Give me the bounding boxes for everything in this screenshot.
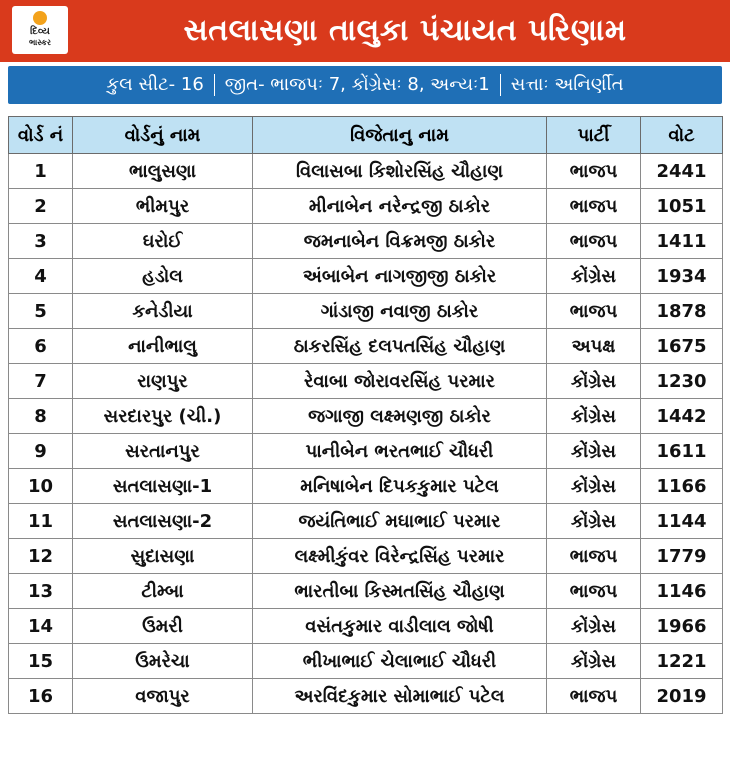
party-cell: ભાજપ <box>547 224 641 259</box>
ward-name-cell: વજાપુર <box>73 679 253 714</box>
table-row <box>9 539 723 574</box>
party-cell: કોંગ્રેસ <box>547 364 641 399</box>
brand-logo <box>12 6 68 54</box>
ward-no-cell: 13 <box>9 574 73 609</box>
ward-no-cell: 15 <box>9 644 73 679</box>
ward-no-cell: 7 <box>9 364 73 399</box>
summary-seats: કુલ સીટ- 16 <box>106 74 204 95</box>
winner-name-cell: રેવાબા જોરાવરસિંહ પરમાર <box>253 364 547 399</box>
table-row <box>9 294 723 329</box>
party-cell: કોંગ્રેસ <box>547 644 641 679</box>
votes-cell: 1146 <box>641 574 723 609</box>
table-row <box>9 224 723 259</box>
ward-no-cell: 16 <box>9 679 73 714</box>
summary-power: સત્તાઃ અનિર્ણીત <box>510 74 624 95</box>
table-row <box>9 259 723 294</box>
ward-name-cell: ઘરોઈ <box>73 224 253 259</box>
ward-no-cell: 3 <box>9 224 73 259</box>
ward-name-cell: સરતાનપુર <box>73 434 253 469</box>
ward-no-cell: 11 <box>9 504 73 539</box>
logo-text-bottom: ભાસ્કર <box>28 38 52 47</box>
header-winner-name: વિજેતાનુ નામ <box>253 117 547 154</box>
votes-cell: 1934 <box>641 259 723 294</box>
table-row <box>9 574 723 609</box>
votes-cell: 1166 <box>641 469 723 504</box>
logo-text-top: દિવ્ય <box>30 26 50 37</box>
votes-cell: 1230 <box>641 364 723 399</box>
table-row <box>9 469 723 504</box>
title-banner <box>0 0 730 62</box>
ward-no-cell: 4 <box>9 259 73 294</box>
votes-cell: 1675 <box>641 329 723 364</box>
ward-name-cell: હડોલ <box>73 259 253 294</box>
winner-name-cell: જમનાબેન વિક્રમજી ઠાકોર <box>253 224 547 259</box>
party-cell: ભાજપ <box>547 154 641 189</box>
header-ward-no: વોર્ડ નં <box>9 117 73 154</box>
winner-name-cell: મીનાબેન નરેન્દ્રજી ઠાકોર <box>253 189 547 224</box>
winner-name-cell: અરવિંદકુમાર સોમાભાઈ પટેલ <box>253 679 547 714</box>
ward-no-cell: 8 <box>9 399 73 434</box>
party-cell: ભાજપ <box>547 294 641 329</box>
header-votes: વોટ <box>641 117 723 154</box>
results-table <box>8 116 723 714</box>
ward-name-cell: રાણપુર <box>73 364 253 399</box>
ward-name-cell: સતલાસણા-2 <box>73 504 253 539</box>
ward-no-cell: 6 <box>9 329 73 364</box>
winner-name-cell: વિલાસબા કિશોરસિંહ ચૌહાણ <box>253 154 547 189</box>
ward-name-cell: સરદારપુર (ચી.) <box>73 399 253 434</box>
summary-divider <box>214 74 215 96</box>
winner-name-cell: લક્ષ્મીકુંવર વિરેન્દ્રસિંહ પરમાર <box>253 539 547 574</box>
votes-cell: 1442 <box>641 399 723 434</box>
party-cell: કોંગ્રેસ <box>547 399 641 434</box>
table-row <box>9 504 723 539</box>
header-ward-name: વોર્ડનું નામ <box>73 117 253 154</box>
party-cell: ભાજપ <box>547 574 641 609</box>
party-cell: કોંગ્રેસ <box>547 259 641 294</box>
ward-name-cell: કનેડીયા <box>73 294 253 329</box>
votes-cell: 1878 <box>641 294 723 329</box>
header-party: પાર્ટી <box>547 117 641 154</box>
winner-name-cell: જગાજી લક્ષ્મણજી ઠાકોર <box>253 399 547 434</box>
ward-name-cell: ઉમરી <box>73 609 253 644</box>
winner-name-cell: જયંતિભાઈ મઘાભાઈ પરમાર <box>253 504 547 539</box>
table-body <box>9 154 723 714</box>
table-row <box>9 679 723 714</box>
winner-name-cell: ઠાકરસિંહ દલપતસિંહ ચૌહાણ <box>253 329 547 364</box>
table-row <box>9 329 723 364</box>
votes-cell: 1411 <box>641 224 723 259</box>
party-cell: કોંગ્રેસ <box>547 469 641 504</box>
table-header-row <box>9 117 723 154</box>
table-row <box>9 434 723 469</box>
ward-name-cell: ભાલુસણા <box>73 154 253 189</box>
votes-cell: 1144 <box>641 504 723 539</box>
page-title: સતલાસણા તાલુકા પંચાયત પરિણામ <box>183 13 627 48</box>
sun-icon <box>33 11 47 25</box>
party-cell: કોંગ્રેસ <box>547 434 641 469</box>
ward-no-cell: 12 <box>9 539 73 574</box>
ward-no-cell: 14 <box>9 609 73 644</box>
votes-cell: 2441 <box>641 154 723 189</box>
winner-name-cell: પાનીબેન ભરતભાઈ ચૌધરી <box>253 434 547 469</box>
votes-cell: 1221 <box>641 644 723 679</box>
ward-no-cell: 9 <box>9 434 73 469</box>
winner-name-cell: મનિષાબેન દિપકકુમાર પટેલ <box>253 469 547 504</box>
ward-no-cell: 1 <box>9 154 73 189</box>
ward-name-cell: સતલાસણા-1 <box>73 469 253 504</box>
summary-divider <box>500 74 501 96</box>
party-cell: કોંગ્રેસ <box>547 609 641 644</box>
ward-no-cell: 5 <box>9 294 73 329</box>
winner-name-cell: ભીખાભાઈ ચેલાભાઈ ચૌધરી <box>253 644 547 679</box>
ward-no-cell: 10 <box>9 469 73 504</box>
winner-name-cell: ગાંડાજી નવાજી ઠાકોર <box>253 294 547 329</box>
party-cell: ભાજપ <box>547 189 641 224</box>
votes-cell: 1966 <box>641 609 723 644</box>
summary-strip <box>8 66 722 104</box>
votes-cell: 1611 <box>641 434 723 469</box>
ward-name-cell: ભીમપુર <box>73 189 253 224</box>
ward-name-cell: નાનીભાલુ <box>73 329 253 364</box>
ward-no-cell: 2 <box>9 189 73 224</box>
ward-name-cell: સુદાસણા <box>73 539 253 574</box>
table-row <box>9 609 723 644</box>
table-row <box>9 189 723 224</box>
votes-cell: 2019 <box>641 679 723 714</box>
winner-name-cell: વસંતકુમાર વાડીલાલ જોષી <box>253 609 547 644</box>
winner-name-cell: ભારતીબા કિસ્મતસિંહ ચૌહાણ <box>253 574 547 609</box>
summary-wins: જીત- ભાજપઃ 7, કોંગ્રેસઃ 8, અન્યઃ1 <box>224 74 490 95</box>
votes-cell: 1779 <box>641 539 723 574</box>
ward-name-cell: ટીમ્બા <box>73 574 253 609</box>
table-row <box>9 364 723 399</box>
votes-cell: 1051 <box>641 189 723 224</box>
party-cell: કોંગ્રેસ <box>547 504 641 539</box>
table-row <box>9 399 723 434</box>
winner-name-cell: અંબાબેન નાગજીજી ઠાકોર <box>253 259 547 294</box>
party-cell: ભાજપ <box>547 539 641 574</box>
party-cell: અપક્ષ <box>547 329 641 364</box>
table-row <box>9 154 723 189</box>
table-row <box>9 644 723 679</box>
ward-name-cell: ઉમરેચા <box>73 644 253 679</box>
party-cell: ભાજપ <box>547 679 641 714</box>
